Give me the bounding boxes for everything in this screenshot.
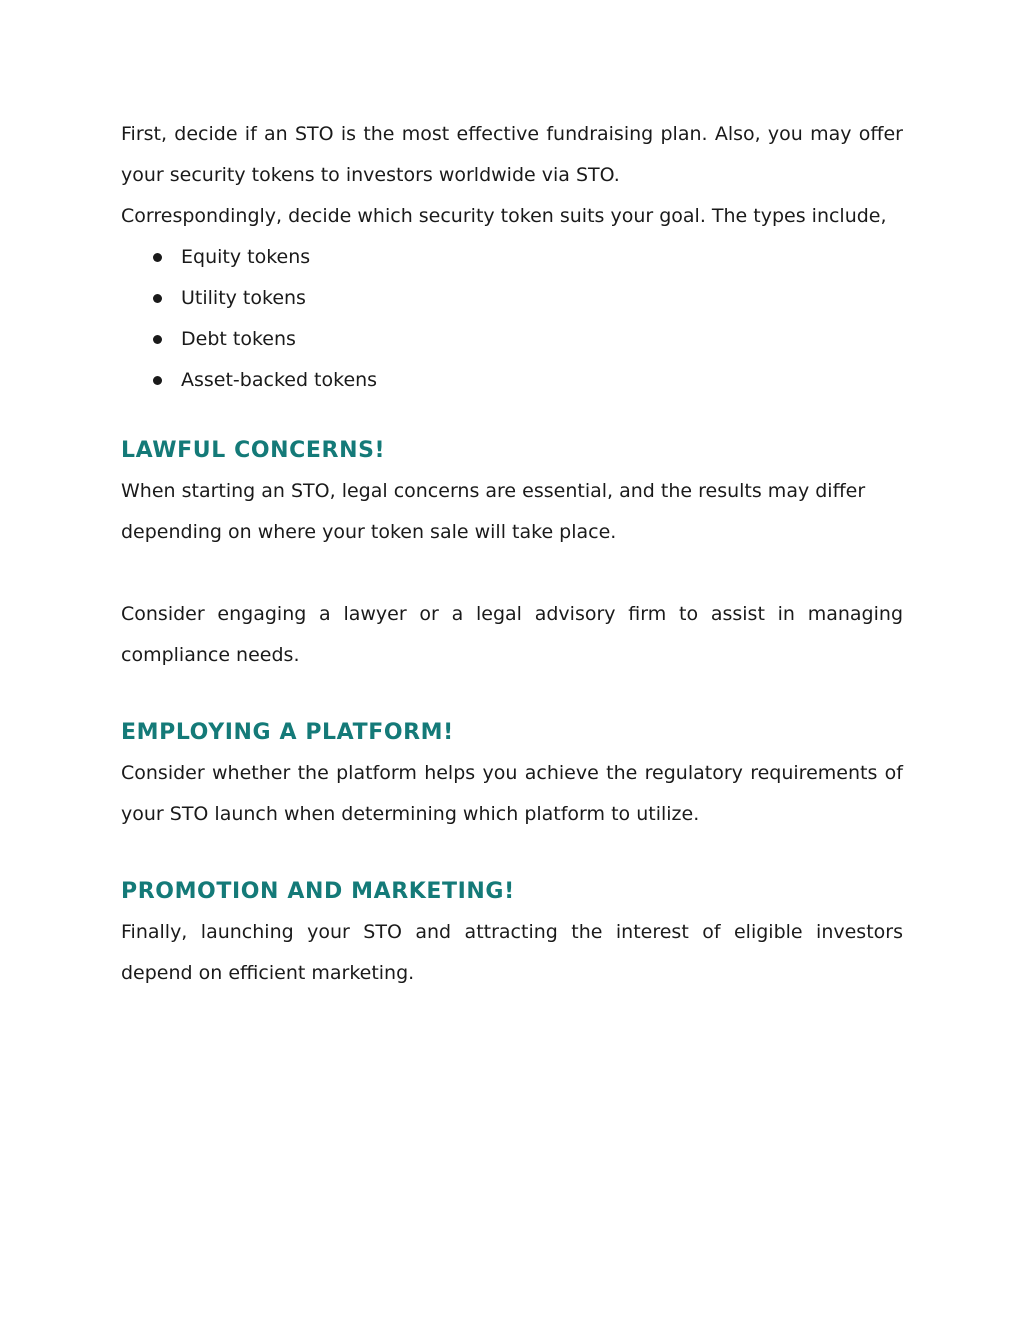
list-item-label: Asset-backed tokens — [181, 369, 378, 391]
list-item-label: Debt tokens — [181, 328, 296, 350]
section-paragraph: Finally, launching your STO and attracting the interest of eligible investors depend on efficient marketing. — [121, 921, 903, 984]
section-promotion-marketing — [121, 876, 903, 994]
intro-paragraph-1: First, decide if an STO is the most effective fundraising plan. Also, you may offer your security tokens to investors worldwide via STO. — [121, 123, 903, 186]
bullet-icon — [153, 294, 162, 303]
list-item — [121, 278, 903, 319]
section-paragraph: When starting an STO, legal concerns are essential, and the results may differ depending on where your token sale will take place. — [121, 480, 866, 543]
intro-paragraph-2: Correspondingly, decide which security token suits your goal. The types include, — [121, 205, 887, 227]
list-item — [121, 319, 903, 360]
section-spacer — [121, 401, 903, 435]
paragraph-spacer — [121, 553, 903, 594]
token-types-list — [121, 237, 903, 401]
section-paragraph: Consider whether the platform helps you achieve the regulatory requirements of your STO launch when determining which platform to utilize. — [121, 762, 903, 825]
section-employing-platform — [121, 717, 903, 835]
section-spacer — [121, 676, 903, 717]
section-heading: LAWFUL CONCERNS! — [121, 438, 386, 463]
section-lawful-concerns — [121, 435, 903, 676]
section-heading: PROMOTION AND MARKETING! — [121, 879, 515, 904]
document-page — [121, 114, 903, 994]
bullet-icon — [153, 335, 162, 344]
section-spacer — [121, 835, 903, 876]
list-item-label: Utility tokens — [181, 287, 306, 309]
section-heading: EMPLOYING A PLATFORM! — [121, 720, 454, 745]
list-item — [121, 237, 903, 278]
bullet-icon — [153, 376, 162, 385]
bullet-icon — [153, 253, 162, 262]
list-item-label: Equity tokens — [181, 246, 311, 268]
section-paragraph: Consider engaging a lawyer or a legal advisory firm to assist in managing compliance needs. — [121, 603, 903, 666]
list-item — [121, 360, 903, 401]
